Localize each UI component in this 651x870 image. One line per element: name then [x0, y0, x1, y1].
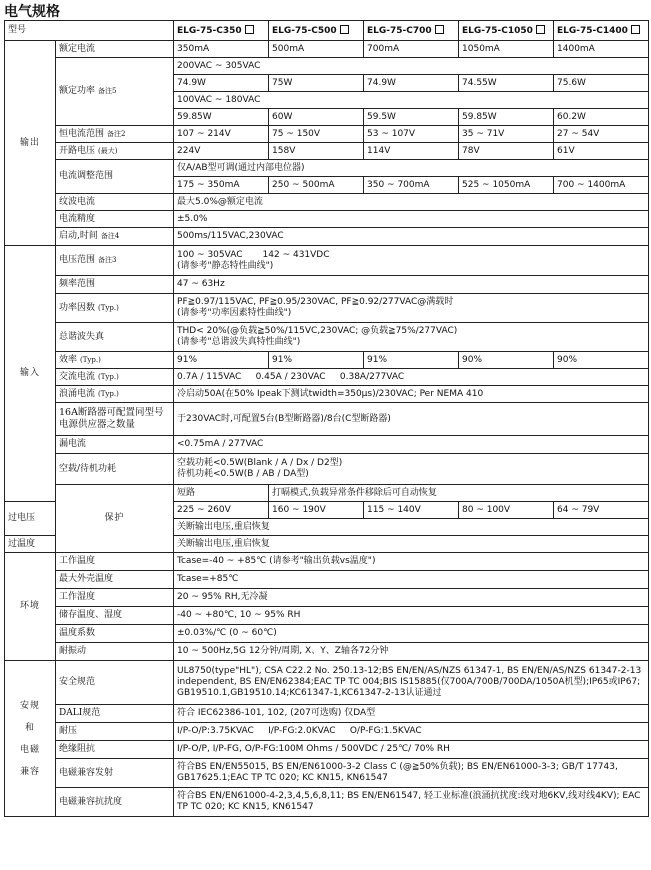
safety-value: I/P-O/P, I/P-FG, O/P-FG:100M Ohms / 500VDC / 25℃/ 70% RH [174, 741, 649, 759]
item-ac-current: 交流电流 (Typ.) [56, 369, 174, 386]
frequency-value: 47 ~ 63Hz [174, 276, 649, 294]
value-cell: 59.85W [459, 109, 554, 126]
model-header: ELG-75-C1400 [554, 21, 649, 41]
ripple-value: 最大5.0%@额定电流 [174, 194, 649, 211]
item-current-adj: 电流调整范围 [56, 160, 174, 194]
value-cell: 90% [459, 352, 554, 369]
spec-table [4, 20, 649, 817]
model-header: ELG-75-C700 [364, 21, 459, 41]
value-cell: 350mA [174, 41, 269, 58]
item-ovp: 过电压 [5, 502, 56, 536]
value-cell: 91% [269, 352, 364, 369]
checkbox-icon [631, 25, 640, 34]
item-cc-range: 恒电流范围 备注2 [56, 126, 174, 143]
item-env: 储存温度、湿度 [56, 607, 174, 625]
safety-value: 符合 IEC62386-101, 102, (207可选购) 仅DA型 [174, 705, 649, 723]
item-rated-power: 额定功率 备注5 [56, 58, 174, 126]
safety-value: 符合BS EN/EN55015, BS EN/EN61000-3-2 Class C (@≧50%负载); BS EN/EN61000-3-3; GB/T 17743, GB17625.1;EAC TP TC 020; KC KN15, KN61547 [174, 759, 649, 788]
setup-value: 500ms/115VAC,230VAC [174, 228, 649, 246]
standby-value: 空载功耗<0.5W(Blank / A / Dx / D2型) 待机功耗<0.5W(B / AB / DA型) [174, 454, 649, 485]
otp-value: 关断输出电压,重启恢复 [174, 536, 649, 553]
value-cell: 158V [269, 143, 364, 160]
value-cell: 35 ~ 71V [459, 126, 554, 143]
value-cell: 74.9W [364, 75, 459, 92]
item-safety: 安全规范 [56, 661, 174, 705]
env-value: ±0.03%/℃ (0 ~ 60℃) [174, 625, 649, 643]
value-cell: 75.6W [554, 75, 649, 92]
value-cell: 78V [459, 143, 554, 160]
item-power-factor: 功率因数 (Typ.) [56, 294, 174, 323]
current-adj-desc: 仅A/AB型可调(通过内部电位器) [174, 160, 649, 177]
model-header: ELG-75-C500 [269, 21, 364, 41]
env-value: Tcase=+85℃ [174, 571, 649, 589]
inrush-value: 冷启动50A(在50% Ipeak下测试twidth=350μs)/230VAC; Per NEMA 410 [174, 386, 649, 403]
group-safety-emc: 安规 和 电磁 兼容 [5, 661, 56, 817]
page-title: 电气规格 [4, 4, 60, 20]
item-otp: 过温度 [5, 536, 56, 553]
group-protection: 保护 [56, 485, 174, 553]
model-header: ELG-75-C350 [174, 21, 269, 41]
env-value: Tcase=-40 ~ +85℃ (请参考"输出负载vs温度") [174, 553, 649, 571]
voltage-range-value: 100 ~ 305VAC 142 ~ 431VDC (请参考"静态特性曲线") [174, 246, 649, 276]
value-cell: 1050mA [459, 41, 554, 58]
value-cell: 59.85W [174, 109, 269, 126]
checkbox-icon [435, 25, 444, 34]
leakage-value: <0.75mA / 277VAC [174, 436, 649, 454]
value-cell: 91% [364, 352, 459, 369]
value-cell: 160 ~ 190V [269, 502, 364, 519]
value-cell: 114V [364, 143, 459, 160]
value-cell: 224V [174, 143, 269, 160]
model-header: ELG-75-C1050 [459, 21, 554, 41]
value-cell: 225 ~ 260V [174, 502, 269, 519]
accuracy-value: ±5.0% [174, 211, 649, 228]
group-input: 输入 [5, 246, 56, 502]
value-cell: 27 ~ 54V [554, 126, 649, 143]
item-rated-current: 额定电流 [56, 41, 174, 58]
value-cell: 61V [554, 143, 649, 160]
value-cell: 91% [174, 352, 269, 369]
item-env: 最大外壳温度 [56, 571, 174, 589]
value-cell: 80 ~ 100V [459, 502, 554, 519]
value-cell: 525 ~ 1050mA [459, 177, 554, 194]
item-safety: 电磁兼容抗扰度 [56, 788, 174, 817]
power-factor-value: PF≧0.97/115VAC, PF≧0.95/230VAC, PF≧0.92/277VAC@满载时 (请参考"功率因素特性曲线") [174, 294, 649, 323]
item-accuracy: 电流精度 [56, 211, 174, 228]
item-thd: 总谐波失真 [56, 323, 174, 352]
checkbox-icon [536, 25, 545, 34]
safety-value: 符合BS EN/EN61000-4-2,3,4,5,6,8,11; BS EN/EN61547, 轻工业标准(浪涌抗扰度:线对地6KV,线对线4KV); EAC TP TC 020; KC KN15, KN61547 [174, 788, 649, 817]
item-safety: 耐压 [56, 723, 174, 741]
header-row [5, 21, 649, 41]
value-cell: 700 ~ 1400mA [554, 177, 649, 194]
model-label: 型号 [5, 21, 174, 41]
value-cell: 250 ~ 500mA [269, 177, 364, 194]
value-cell: 75 ~ 150V [269, 126, 364, 143]
breaker-value: 于230VAC时,可配置5台(B型断路器)/8台(C型断路器) [174, 403, 649, 436]
item-env: 温度系数 [56, 625, 174, 643]
value-cell: 60W [269, 109, 364, 126]
value-cell: 1400mA [554, 41, 649, 58]
ovp-desc: 关断输出电压,重启恢复 [174, 519, 649, 536]
rated-power-range2: 100VAC ~ 180VAC [174, 92, 649, 109]
item-short: 短路 [174, 485, 269, 502]
value-cell: 59.5W [364, 109, 459, 126]
value-cell: 74.55W [459, 75, 554, 92]
item-frequency: 频率范围 [56, 276, 174, 294]
value-cell: 350 ~ 700mA [364, 177, 459, 194]
item-breaker: 16A断路器可配置同型号电源供应器之数量 [56, 403, 174, 436]
env-value: 10 ~ 500Hz,5G 12分钟/周期, X、Y、Z轴各72分钟 [174, 643, 649, 661]
item-env: 耐振动 [56, 643, 174, 661]
value-cell: 53 ~ 107V [364, 126, 459, 143]
rated-power-range1: 200VAC ~ 305VAC [174, 58, 649, 75]
item-leakage: 漏电流 [56, 436, 174, 454]
value-cell: 175 ~ 350mA [174, 177, 269, 194]
checkbox-icon [245, 25, 254, 34]
safety-value: I/P-O/P:3.75KVAC I/P-FG:2.0KVAC O/P-FG:1.5KVAC [174, 723, 649, 741]
short-value: 打嗝模式,负载异常条件移除后可自动恢复 [269, 485, 649, 502]
item-ripple: 纹波电流 [56, 194, 174, 211]
item-safety: 绝缘阻抗 [56, 741, 174, 759]
item-safety: DALI规范 [56, 705, 174, 723]
item-env: 工作湿度 [56, 589, 174, 607]
item-inrush: 浪涌电流 (Typ.) [56, 386, 174, 403]
item-env: 工作温度 [56, 553, 174, 571]
value-cell: 74.9W [174, 75, 269, 92]
ac-current-value: 0.7A / 115VAC 0.45A / 230VAC 0.38A/277VAC [174, 369, 649, 386]
item-setup: 启动,时间 备注4 [56, 228, 174, 246]
item-safety: 电磁兼容发射 [56, 759, 174, 788]
value-cell: 700mA [364, 41, 459, 58]
value-cell: 107 ~ 214V [174, 126, 269, 143]
item-voltage-range: 电压范围 备注3 [56, 246, 174, 276]
value-cell: 75W [269, 75, 364, 92]
group-environment: 环境 [5, 553, 56, 661]
safety-value: UL8750(type"HL"), CSA C22.2 No. 250.13-12;BS EN/EN/AS/NZS 61347-1, BS EN/EN/AS/NZS 61347-2-13 independent, BS EN/EN62384;EAC TP TC 004;BIS IS15885(仅700A/700B/700DA/1050A机型);IP65或IP67; GB19510.1,GB19510.14;KC61347-1,KC61347-2-13认证通过 [174, 661, 649, 705]
env-value: 20 ~ 95% RH,无冷凝 [174, 589, 649, 607]
value-cell: 90% [554, 352, 649, 369]
value-cell: 500mA [269, 41, 364, 58]
item-standby: 空载/待机功耗 [56, 454, 174, 485]
thd-value: THD< 20%(@负载≧50%/115VC,230VAC; @负载≧75%/277VAC) (请参考"总谐波失真特性曲线") [174, 323, 649, 352]
item-efficiency: 效率 (Typ.) [56, 352, 174, 369]
group-output: 输出 [5, 41, 56, 246]
item-open-voltage: 开路电压 (最大) [56, 143, 174, 160]
value-cell: 115 ~ 140V [364, 502, 459, 519]
value-cell: 60.2W [554, 109, 649, 126]
env-value: -40 ~ +80℃, 10 ~ 95% RH [174, 607, 649, 625]
value-cell: 64 ~ 79V [554, 502, 649, 519]
checkbox-icon [340, 25, 349, 34]
